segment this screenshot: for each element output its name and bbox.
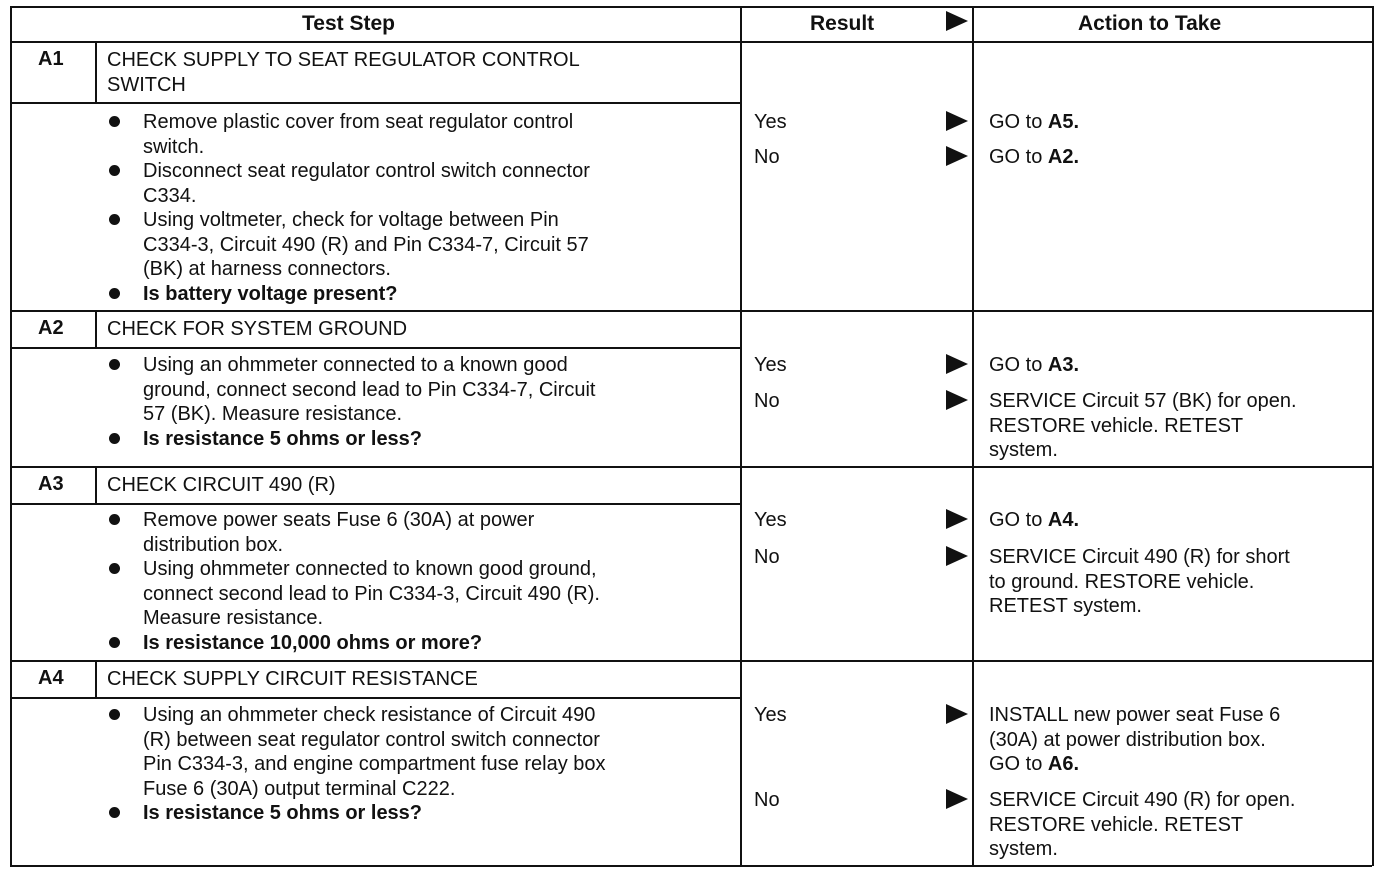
table-rule-vertical <box>10 6 12 866</box>
result-yes: Yes <box>754 354 787 376</box>
action-text <box>989 813 1243 838</box>
action-text <box>989 788 1295 813</box>
instruction-text: Using voltmeter, check for voltage between Pin <box>143 209 559 231</box>
goto-step-ref: A2. <box>1047 146 1080 168</box>
goto-step-ref: A6. <box>1047 753 1080 775</box>
step-id: A2 <box>38 317 64 339</box>
bullet-icon <box>109 709 120 720</box>
instruction-text: Remove plastic cover from seat regulator control <box>143 111 574 133</box>
action-text <box>989 438 1058 463</box>
result-no: No <box>754 146 780 168</box>
action-text <box>989 145 1079 170</box>
step-title: CHECK FOR SYSTEM GROUND <box>107 318 408 340</box>
action-text <box>989 837 1058 862</box>
bullet-icon <box>109 807 120 818</box>
step-title: CHECK CIRCUIT 490 (R) <box>107 474 336 496</box>
bullet-icon <box>109 433 120 444</box>
instruction-text: 57 (BK). Measure resistance. <box>143 403 402 425</box>
table-rule-vertical <box>95 310 97 347</box>
action-text <box>989 703 1280 728</box>
result-yes: Yes <box>754 509 787 531</box>
table-rule-horizontal <box>10 660 1372 662</box>
table-rule-vertical <box>740 6 742 866</box>
table-rule-vertical <box>1372 6 1374 866</box>
action-text <box>989 570 1254 595</box>
instruction-text: (R) between seat regulator control switch connector <box>143 728 600 751</box>
header-test-step: Test Step <box>302 12 395 35</box>
goto-step-ref: A5. <box>1047 111 1080 133</box>
result-arrow-icon <box>946 354 968 374</box>
action-text <box>989 414 1243 439</box>
action-text <box>989 728 1266 753</box>
bullet-icon <box>109 214 120 225</box>
result-arrow-icon <box>946 546 968 566</box>
result-no: No <box>754 546 780 568</box>
instruction-text: distribution box. <box>143 533 284 556</box>
bullet-icon <box>109 563 120 574</box>
bullet-icon <box>109 165 120 176</box>
action-line: SERVICE Circuit 490 (R) for open. <box>989 789 1296 811</box>
bullet-icon <box>109 288 120 299</box>
instruction-text: Disconnect seat regulator control switch connector <box>143 160 590 182</box>
table-rule-horizontal <box>10 310 1372 312</box>
result-no: No <box>754 789 780 811</box>
table-rule-vertical <box>972 6 974 866</box>
result-yes: Yes <box>754 111 787 133</box>
action-line: GO to <box>989 146 1043 168</box>
action-line: RESTORE vehicle. RETEST <box>989 414 1244 437</box>
action-text <box>989 545 1290 570</box>
test-question: Is battery voltage present? <box>143 282 398 305</box>
action-line: GO to <box>989 354 1043 376</box>
table-rule-horizontal <box>10 102 740 104</box>
step-title: SWITCH <box>107 73 186 96</box>
result-arrow-icon <box>946 789 968 809</box>
step-id: A4 <box>38 667 64 689</box>
action-text <box>989 353 1079 378</box>
result-arrow-icon <box>946 146 968 166</box>
instruction-text: C334-3, Circuit 490 (R) and Pin C334-7, Circuit 57 <box>143 233 589 256</box>
instruction-text: (BK) at harness connectors. <box>143 258 391 280</box>
step-title: CHECK SUPPLY CIRCUIT RESISTANCE <box>107 668 478 690</box>
table-rule-horizontal <box>10 503 740 505</box>
step-id: A1 <box>38 48 64 70</box>
table-rule-horizontal <box>10 466 1372 468</box>
table-rule-horizontal <box>10 697 740 699</box>
action-text <box>989 594 1142 619</box>
header-arrow-icon <box>946 11 968 31</box>
action-text <box>989 508 1079 533</box>
action-line: system. <box>989 439 1058 461</box>
test-question: Is resistance 5 ohms or less? <box>143 802 423 824</box>
action-text <box>989 752 1079 777</box>
action-line: GO to <box>989 509 1043 531</box>
table-rule-horizontal <box>10 865 1372 867</box>
header-action: Action to Take <box>1078 12 1222 35</box>
instruction-text: Using ohmmeter connected to known good ground, <box>143 558 597 580</box>
action-line: INSTALL new power seat Fuse 6 <box>989 704 1281 726</box>
result-arrow-icon <box>946 390 968 410</box>
header-result: Result <box>810 12 875 35</box>
bullet-icon <box>109 116 120 127</box>
test-question: Is resistance 5 ohms or less? <box>143 427 423 450</box>
instruction-text: C334. <box>143 184 197 207</box>
action-line: (30A) at power distribution box. <box>989 728 1266 751</box>
instruction-text: ground, connect second lead to Pin C334-7, Circuit <box>143 378 596 401</box>
bullet-icon <box>109 359 120 370</box>
bullet-icon <box>109 637 120 648</box>
action-text <box>989 389 1297 414</box>
action-line: SERVICE Circuit 490 (R) for short <box>989 546 1290 568</box>
instruction-text: Fuse 6 (30A) output terminal C222. <box>143 777 456 800</box>
goto-step-ref: A3. <box>1047 354 1080 376</box>
result-no: No <box>754 390 780 412</box>
step-title: CHECK SUPPLY TO SEAT REGULATOR CONTROL <box>107 49 580 71</box>
action-line: system. <box>989 838 1058 860</box>
instruction-text: Using an ohmmeter connected to a known good <box>143 354 568 376</box>
result-yes: Yes <box>754 704 787 726</box>
bullet-icon <box>109 514 120 525</box>
action-line: GO to <box>989 753 1043 775</box>
table-rule-vertical <box>95 41 97 102</box>
action-line: GO to <box>989 111 1043 133</box>
table-rule-vertical <box>95 660 97 697</box>
step-id: A3 <box>38 473 64 495</box>
action-line: to ground. RESTORE vehicle. <box>989 570 1255 593</box>
goto-step-ref: A4. <box>1047 509 1080 531</box>
table-rule-vertical <box>95 466 97 503</box>
table-rule-horizontal <box>10 347 740 349</box>
instruction-text: Remove power seats Fuse 6 (30A) at power <box>143 509 535 531</box>
action-line: RETEST system. <box>989 595 1142 617</box>
instruction-text: Pin C334-3, and engine compartment fuse relay box <box>143 753 606 775</box>
instruction-text: Using an ohmmeter check resistance of Circuit 490 <box>143 704 596 726</box>
instruction-text: Measure resistance. <box>143 607 324 629</box>
action-text <box>989 110 1079 135</box>
result-arrow-icon <box>946 111 968 131</box>
action-line: SERVICE Circuit 57 (BK) for open. <box>989 390 1297 412</box>
instruction-text: connect second lead to Pin C334-3, Circuit 490 (R). <box>143 582 600 605</box>
table-rule-horizontal <box>10 41 1372 43</box>
test-question: Is resistance 10,000 ohms or more? <box>143 631 483 654</box>
instruction-text: switch. <box>143 135 205 158</box>
table-rule-horizontal <box>10 6 1372 8</box>
result-arrow-icon <box>946 704 968 724</box>
result-arrow-icon <box>946 509 968 529</box>
action-line: RESTORE vehicle. RETEST <box>989 813 1244 836</box>
